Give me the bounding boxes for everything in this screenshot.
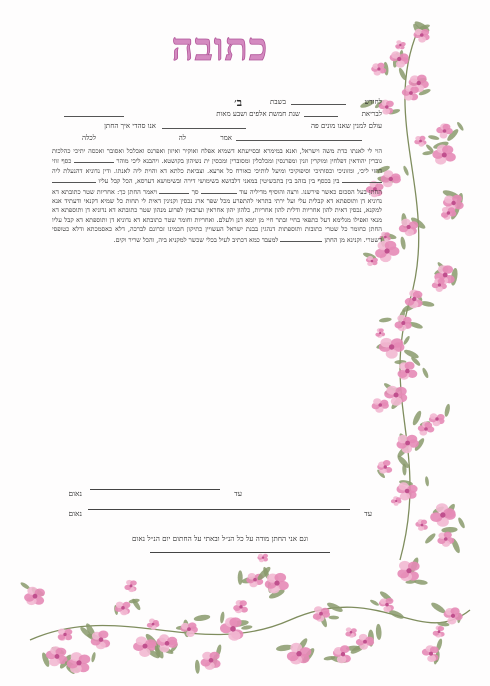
witnesses-block [60, 478, 380, 518]
blossom [415, 519, 427, 531]
blossom [233, 600, 248, 613]
blossom [391, 496, 402, 506]
body-paragraph-1: הוי לי לאנתו כדת משה וישראל, ואנא במימרא ובסייעתא דשמיא אפלח ואוקיר ואיזון ואפרנס ואכלכל ואסובר ואכסה יתיכי כהלכות גוברין יהודאין דפלחין ומוקרין וזנין ומפרנסין ומכלכלין ומסוברין ומכסין ית נשיהון בקושטא. ויהבנא ליכי מוהר [52, 147, 382, 166]
leaf [457, 517, 466, 529]
header-lchodesh: לחודש [364, 98, 382, 106]
header-amar: אמר [220, 134, 232, 142]
blossom [381, 170, 401, 187]
blossom [180, 622, 198, 637]
witness-2-signature-line [88, 509, 350, 510]
leaf [428, 134, 440, 140]
blossom [257, 554, 268, 563]
closing-statement: וגם אני החתן מודה על כל הנ״ל ובאתי על החתום יום הנ״ל נאום [132, 534, 308, 543]
witness-row-1 [60, 478, 380, 498]
leaf [91, 652, 97, 663]
ketubah-title-text: כתובה [171, 24, 269, 69]
witness-2-ed-label: עד [364, 509, 372, 518]
tosefet-fill-line [201, 187, 237, 194]
blossom [414, 136, 426, 147]
header-shnat: שנת חמשת אלפים ושבע מאות [216, 110, 300, 118]
header-libriat: לבריאת [361, 110, 382, 118]
ketubah-title [160, 22, 280, 70]
leaf [424, 532, 437, 545]
mohar-fill-line [74, 156, 114, 163]
witness-2-neum-label: נאום [68, 509, 82, 518]
witness-1-neum-label: נאום [68, 489, 82, 498]
leaf [369, 599, 379, 607]
header-line-4 [60, 134, 382, 144]
leaf [328, 615, 339, 619]
blossom [398, 362, 418, 380]
blossom [433, 626, 445, 638]
leaf [219, 611, 225, 623]
groom-signature-line [150, 552, 330, 553]
blossom [395, 315, 412, 331]
leaf [421, 367, 429, 379]
leaf [402, 165, 409, 176]
blossom [58, 629, 73, 641]
amar-fill-line [236, 134, 362, 141]
kinyan-fill-line [280, 235, 322, 242]
header-letter: ב׳ [234, 96, 242, 109]
blossom [402, 85, 419, 101]
blossom [201, 652, 221, 670]
leaf [379, 317, 392, 323]
body-paragraph-7: ויאמר החתן כך: אחריות שטר כתובתא דא נדוניא דן ותוספתא דא קבלית עלי ועל ירתי בתראי להתפרע מכל שפר ארג נכסין וקנינין דאית לי תחות כל שמיא דקנאי ודעתיד אנא למקנא, נכסין דאית להון אחריות ודלית להון אחריות, כלהון יהון אחראין וערבאין לפרוע מנהון שטר כתובתא דא נדוניא דן ותוספתא דא מנאי ואפילו מגלימא דעל כתפאי בחיי ובתר חיי מן יומא דנן ולעלם. [52, 187, 382, 224]
header-an: אנו סהדי איך החתן [104, 122, 156, 130]
blossom [437, 532, 454, 547]
body-paragraph-8: ואחריות וחומר שטר כתובתא דא נדוניא דן ותוספתא דא קבל עליו החתן כחומר כל שטרי כתובות ותוספתות דנהגין בבנת ישראל העשויין כתיקון חכמינו זכרונם לברכה, דלא כאסמכתא ודלא כטופסי דשטרי. וקנינא מן החתן [52, 215, 382, 244]
leaf [400, 236, 407, 250]
leaf [444, 403, 451, 417]
blossom [313, 606, 330, 622]
witness-1-ed-label: עד [234, 489, 242, 498]
blossom [418, 422, 434, 436]
nedunya-fill-line [342, 176, 382, 183]
sach-fill-line [159, 187, 189, 194]
leaf [402, 335, 410, 345]
blossom [397, 561, 419, 581]
leaf [425, 476, 430, 487]
header-bshabbat: בשבת [270, 98, 286, 106]
body-paragraph-2: כסף זוזי [52, 157, 72, 166]
witness-1-signature-line [90, 489, 220, 490]
shabbat-fill-line [291, 98, 346, 105]
blossom [395, 40, 406, 49]
blossom [379, 598, 394, 612]
blossom [371, 63, 386, 76]
blossom [345, 627, 356, 637]
blossom [24, 587, 45, 605]
body-paragraph-9: למעבד כמא דכתיב לעיל בכלי שכשר למקניא ביה, והכל שריר וקים. [113, 235, 279, 244]
blossom [390, 51, 409, 67]
blossom [91, 631, 110, 650]
libriat-fill-line [304, 110, 338, 117]
blossom [366, 256, 378, 266]
header-line-2 [60, 110, 382, 120]
blossom [372, 398, 389, 413]
blossom [124, 580, 136, 592]
chatan-fill-line [52, 176, 96, 183]
olam-fill-line [162, 122, 246, 129]
body-paragraph-4: בין בכסף בין בזהב בין בתכשיטין במאני דלבושא בשימושי דירה ובשימושא דערסא, הכל קבל עליו [98, 177, 340, 186]
header-line-3 [60, 122, 382, 132]
body-paragraph-5: החתן בעל הסכום כאשר פירשנו. ורצה והוסיף מדיליה עוד [239, 187, 382, 196]
blossom [375, 328, 385, 338]
header-olam: עולם למנין שאנו מונים פה [311, 122, 382, 130]
leaf [193, 614, 210, 622]
leaf [195, 660, 201, 674]
header-line-1 [60, 98, 382, 108]
body-paragraph-3: דחזי ליכי, ומזוניכי וכסותיכי וסיפוקיכי ומיעל לותיכי כאורח כל ארעא. וצביאת כלתא דא והוית ליה לאנתו. ודין נדוניא דהנעלת ליה [52, 166, 382, 175]
blossom [377, 460, 392, 474]
header-lah: לה [178, 134, 186, 142]
ketubah-body-text [52, 147, 382, 245]
header-lakalah: לכלה [82, 134, 96, 142]
witness-row-2 [60, 498, 380, 518]
blossom [414, 29, 430, 43]
body-paragraph-6: סך [191, 187, 199, 196]
shnat-fill-line [64, 110, 124, 117]
leaf [238, 570, 243, 584]
leaf [375, 624, 381, 640]
